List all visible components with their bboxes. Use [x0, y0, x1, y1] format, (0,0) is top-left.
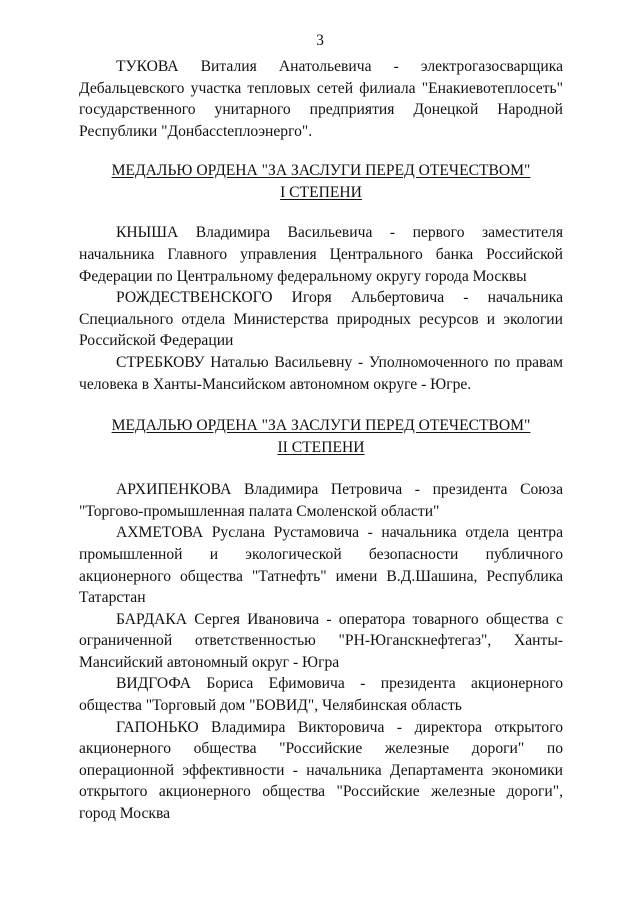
award-entry: БАРДАКА Сергея Ивановича - оператора товарного общества с ограниченной ответственностью "РН-Юганскнефтегаз", Ханты-Мансийский автономный округ - Югра	[79, 610, 563, 671]
award-entry: ВИДГОФА Бориса Ефимовича - президента акционерного общества "Торговый дом "БОВИД", Челябинская область	[79, 675, 563, 715]
section-heading-2nd-degree	[79, 415, 563, 459]
section-heading-1-line1: МЕДАЛЬЮ ОРДЕНА "ЗА ЗАСЛУГИ ПЕРЕД ОТЕЧЕСТВОМ"	[111, 162, 531, 180]
document-body	[79, 56, 563, 825]
award-entry: АРХИПЕНКОВА Владимира Петровича - президента Союза "Торгово-промышленная палата Смоленской области"	[79, 481, 563, 520]
section-heading-2-line1: МЕДАЛЬЮ ОРДЕНА "ЗА ЗАСЛУГИ ПЕРЕД ОТЕЧЕСТВОМ"	[111, 417, 531, 435]
section-1-entries	[79, 222, 563, 395]
award-entry: СТРЕБКОВУ Наталью Васильевну - Уполномоченного по правам человека в Ханты-Мансийском автономном округе - Югре.	[79, 353, 563, 393]
award-entry: АХМЕТОВА Руслана Рустамовича - начальника отдела центра промышленной и экологической безопасности публичного акционерного общества "Татнефть" имени В.Д.Шашина, Республика Татарстан	[79, 524, 563, 607]
section-heading-2-line2: II СТЕПЕНИ	[277, 439, 365, 457]
award-entry: КНЫША Владимира Васильевича - первого заместителя начальника Главного управления Центрального банка Российской Федерации по Центральному федеральному округу города Москвы	[79, 224, 563, 285]
section-2-entries	[79, 479, 563, 825]
award-entry: ГАПОНЬКО Владимира Викторовича - директора открытого акционерного общества "Российские железные дороги" по операционной эффективности - начальника Департамента экономики открытого акционерного общества "Российские железные дороги", город Москва	[79, 718, 563, 823]
section-heading-1st-degree	[79, 160, 563, 204]
award-entry: РОЖДЕСТВЕНСКОГО Игоря Альбертовича - начальника Специального отдела Министерства природных ресурсов и экологии Российской Федерации	[79, 289, 563, 350]
page-number: 3	[316, 32, 324, 49]
section-heading-1-line2: I СТЕПЕНИ	[280, 184, 362, 202]
award-entry-tukov: ТУКОВА Виталия Анатольевича - электрогазосварщика Дебальцевского участка тепловых сетей филиала "Енакиевотеплосеть" государственного унитарного предприятия Донецкой Народной Республики "Донбассteплоэнерго".	[79, 58, 563, 140]
